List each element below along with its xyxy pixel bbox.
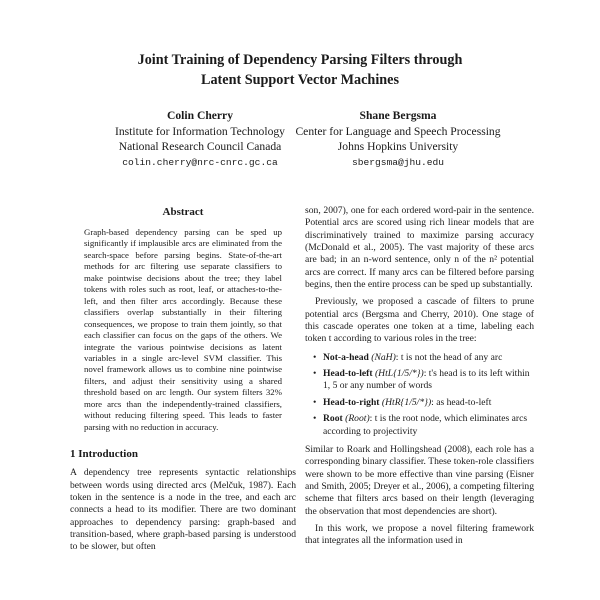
role-desc: : t is the root node, which eliminates arcs according to projectivity xyxy=(323,413,528,437)
list-item xyxy=(323,368,534,393)
list-item xyxy=(323,413,534,438)
section-heading-introduction: 1 Introduction xyxy=(70,448,138,461)
role-abbr: (NaH) xyxy=(371,351,396,363)
title-line-1: Joint Training of Dependency Parsing Filters through xyxy=(137,52,463,68)
role-term: Root xyxy=(323,413,343,425)
intro-paragraph-1: A dependency tree represents syntactic relationships between words using directed arcs (Melčuk, 1987). Each token in the sentence is a node in the tree, and each arc connects a head to its modifier. There are two dominant approaches to dependency parsing: graph-based and transition-based, where graph-based parsing is understood to be slower, but often xyxy=(70,467,296,553)
body-paragraph-1: son, 2007), one for each ordered word-pair in the sentence. Potential arcs are scored using rich linear models that are discriminatively trained to maximize parsing accuracy (McDonald et al., 2005). The vast majority of these arcs are bad; in an n-word sentence, only n of the n² potential arcs are correct. If many arcs can be filtered before parsing begins, then the entire process can be sped up substantially. xyxy=(305,205,534,291)
abstract-text: Graph-based dependency parsing can be sped up significantly if implausible arcs are eliminated from the search-space before parsing begins. State-of-the-art methods for arc filtering use separate classifiers to make pointwise decisions about the tree; they label tokens with roles such as root, leaf, or attaches-to-the-left, and then filter arcs accordingly. Because these classifiers overlap substantially in their filtering consequences, we propose to train them jointly, so that each classifier can focus on the gaps of the others. We integrate the various pointwise decisions as latent variables in a single arc-level SVM classifier. This novel framework allows us to combine nine pointwise filters, and adjust their sensitivity using a shared threshold based on arc length. Our system filters 32% more arcs than the independently-trained classifiers, without reducing filtering speed. This leads to faster parsing with no reduction in accuracy. xyxy=(84,227,282,432)
right-column xyxy=(305,205,534,548)
role-abbr: (Root) xyxy=(345,413,370,425)
author-affiliation: Center for Language and Speech Processing xyxy=(295,124,501,138)
author-affiliation: Institute for Information Technology xyxy=(115,124,285,138)
role-term: Not-a-head xyxy=(323,351,369,363)
title-line-2: Latent Support Vector Machines xyxy=(201,72,399,88)
author-block-1 xyxy=(100,108,300,170)
left-column xyxy=(70,205,296,554)
author-email: colin.cherry@nrc-cnrc.gc.ca xyxy=(122,156,278,168)
author-affiliation: National Research Council Canada xyxy=(118,140,282,153)
author-name: Colin Cherry xyxy=(166,109,233,122)
role-desc: : t is not the head of any arc xyxy=(395,351,503,363)
body-paragraph-4: In this work, we propose a novel filtering framework that integrates all the information used in xyxy=(305,522,534,547)
role-term: Head-to-right xyxy=(323,396,380,408)
paper-title xyxy=(70,50,530,90)
role-desc: : as head-to-left xyxy=(431,396,492,408)
role-desc: : t's head is to its left within 1, 5 or any number of words xyxy=(323,368,530,392)
list-item xyxy=(323,397,534,409)
list-item xyxy=(323,352,534,364)
role-list xyxy=(305,352,534,438)
author-affiliation: Johns Hopkins University xyxy=(337,140,459,153)
role-abbr: (HtL{1/5/*}) xyxy=(374,368,424,380)
body-paragraph-2: Previously, we proposed a cascade of filters to prune potential arcs (Bergsma and Cherry, 2010). One stage of this cascade operates one token at a time, labeling each token t according to various roles in the tree: xyxy=(305,296,534,345)
role-abbr: (HtR{1/5/*}) xyxy=(381,396,432,408)
abstract-heading: Abstract xyxy=(162,206,204,218)
author-email: sbergsma@jhu.edu xyxy=(351,156,445,168)
author-block-2 xyxy=(288,108,508,170)
author-name: Shane Bergsma xyxy=(359,109,437,122)
role-term: Head-to-left xyxy=(323,368,373,380)
body-paragraph-3: Similar to Roark and Hollingshead (2008), each role has a corresponding binary classifier. These token-role classifiers were shown to be more effective than vine parsing (Eisner and Smith, 2005; Dreyer et al., 2006), a competing filtering scheme that filters arcs based on their length (leveraging the observation that most dependencies are short). xyxy=(305,443,534,517)
